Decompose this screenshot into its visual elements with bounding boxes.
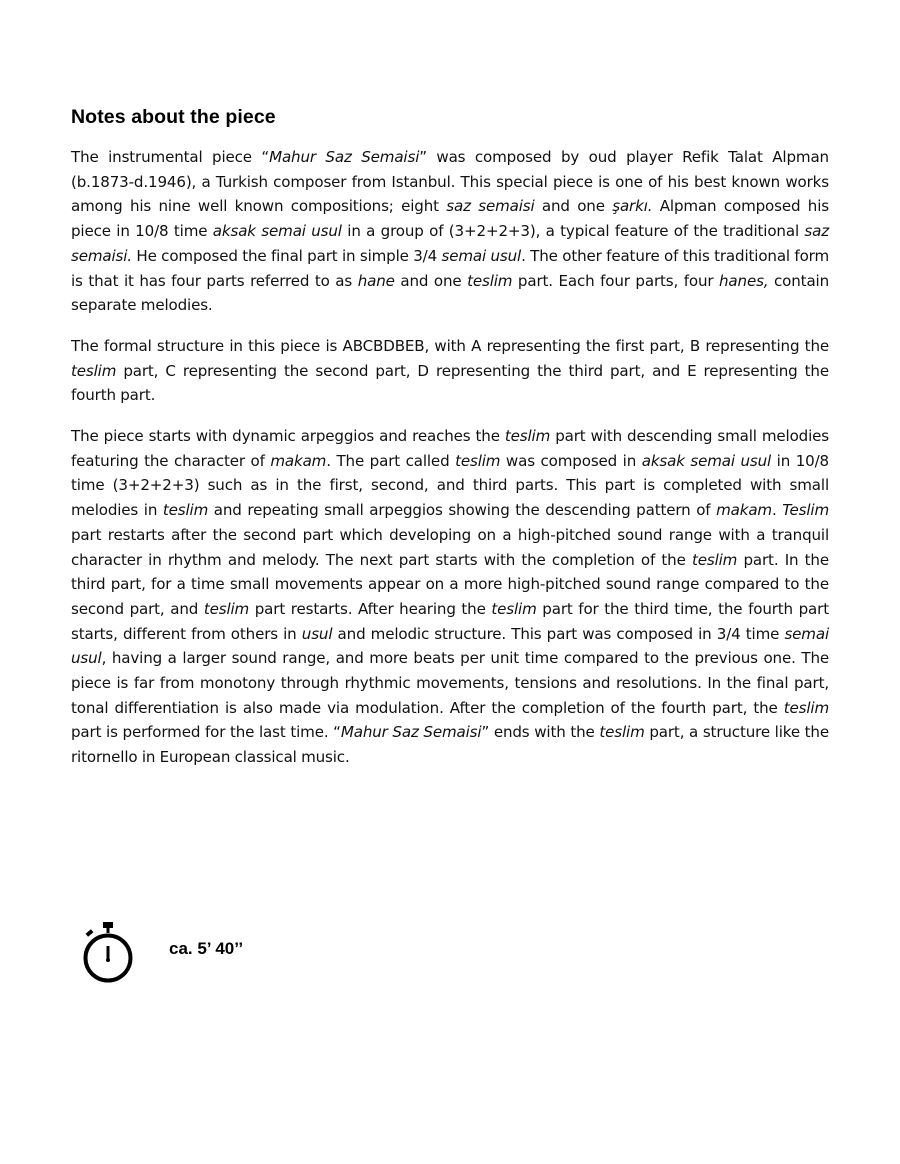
text-run: part restarts after the second part which developing on a high-pitched sound range with a tranquil character in rhythm and melody. The next part starts with the completion of the <box>71 525 829 569</box>
duration-text: ca. 5’ 40’’ <box>169 939 244 958</box>
text-run: . <box>772 501 783 520</box>
text-run: . The part called <box>326 451 456 470</box>
italic-term: teslim <box>783 698 829 717</box>
italic-term: şarkı. <box>612 197 653 216</box>
stopwatch-icon <box>80 920 136 984</box>
text-run: and one <box>534 197 613 216</box>
text-run: in 10/8 time (3+2+2+3) such as in the first, second, and third parts. This part is completed with small melodies in <box>71 451 830 520</box>
text-run: in a group of (3+2+2+3), a typical feature of the traditional <box>341 222 805 241</box>
duration-indicator <box>80 920 243 984</box>
italic-term: semai usul <box>71 624 829 668</box>
text-run: part. Each four parts, four <box>512 271 720 290</box>
italic-term: teslim <box>162 501 209 520</box>
text-run: part for the third time, the fourth part starts, different from others in <box>71 599 829 643</box>
section-heading: Notes about the piece <box>71 106 276 128</box>
italic-term: hane <box>357 271 395 290</box>
text-run: part with descending small melodies featuring the character of <box>71 427 829 470</box>
text-run: The piece starts with dynamic arpeggios and reaches the <box>71 427 505 446</box>
text-run: and repeating small arpeggios showing the descending pattern of <box>208 501 717 520</box>
text-run: part. In the third part, for a time small movements appear on a more high-pitched sound range compared to the second part, and <box>71 550 829 618</box>
italic-term: teslim <box>71 361 117 380</box>
text-run: , having a larger sound range, and more beats per unit time compared to the previous one. The piece is far from monotony through rhythmic movements, tensions and resolutions. In the final part, tonal differentiation is also made via modulation. After the completion of the fourth part, the <box>71 649 829 717</box>
text-run: The instrumental piece “ <box>71 148 270 166</box>
text-run: . The other feature of this traditional form is that it has four parts referred to as <box>71 246 829 290</box>
italic-term: saz semaisi. <box>71 222 829 265</box>
italic-term: teslim <box>467 271 513 290</box>
italic-term: Teslim <box>782 501 829 520</box>
italic-term: usul <box>301 624 333 643</box>
text-run: part is performed for the last time. “ <box>71 723 341 742</box>
paragraph <box>71 145 829 318</box>
italic-term: teslim <box>504 427 551 446</box>
text-run: part, C representing the second part, D representing the third part, and E representing the fourth part. <box>71 361 829 405</box>
text-run: and melodic structure. This part was composed in 3/4 time <box>332 624 785 643</box>
text-run: ” ends with the <box>481 723 600 742</box>
italic-term: teslim <box>455 451 501 470</box>
italic-term: makam <box>270 451 327 470</box>
text-run: was composed in <box>500 451 642 470</box>
text-run: part restarts. After hearing the <box>249 599 492 618</box>
italic-term: teslim <box>491 599 537 618</box>
text-run: and one <box>394 271 468 290</box>
italic-term: semai usul <box>441 246 522 265</box>
text-run: He composed the final part in simple 3/4 <box>131 246 442 265</box>
italic-term: makam <box>716 501 772 520</box>
italic-term: Mahur Saz Semaisi <box>340 723 482 742</box>
italic-term: aksak semai usul <box>212 222 342 241</box>
italic-term: teslim <box>691 550 738 569</box>
text-run: Alpman composed his piece in 10/8 time <box>71 197 829 241</box>
italic-term: teslim <box>203 599 250 618</box>
notes-section <box>71 106 829 786</box>
paragraph <box>71 334 829 408</box>
text-run: contain separate melodies. <box>71 271 830 315</box>
italic-term: Mahur Saz Semaisi <box>269 148 420 166</box>
text-run: The formal structure in this piece is ABCBDBEB, with A representing the first part, B representing the <box>71 336 829 355</box>
text-run: ” was composed by oud player Refik Talat Alpman (b.1873-d.1946), a Turkish composer from Istanbul. This special piece is one of his best known works among his nine well known compositions; eight <box>71 148 829 216</box>
italic-term: hanes, <box>719 271 769 290</box>
italic-term: aksak semai usul <box>641 451 772 470</box>
italic-term: saz semaisi <box>446 197 535 216</box>
text-run: part, a structure like the ritornello in European classical music. <box>71 723 829 767</box>
italic-term: teslim <box>599 723 645 742</box>
notes-body <box>71 145 829 770</box>
paragraph <box>71 424 829 770</box>
